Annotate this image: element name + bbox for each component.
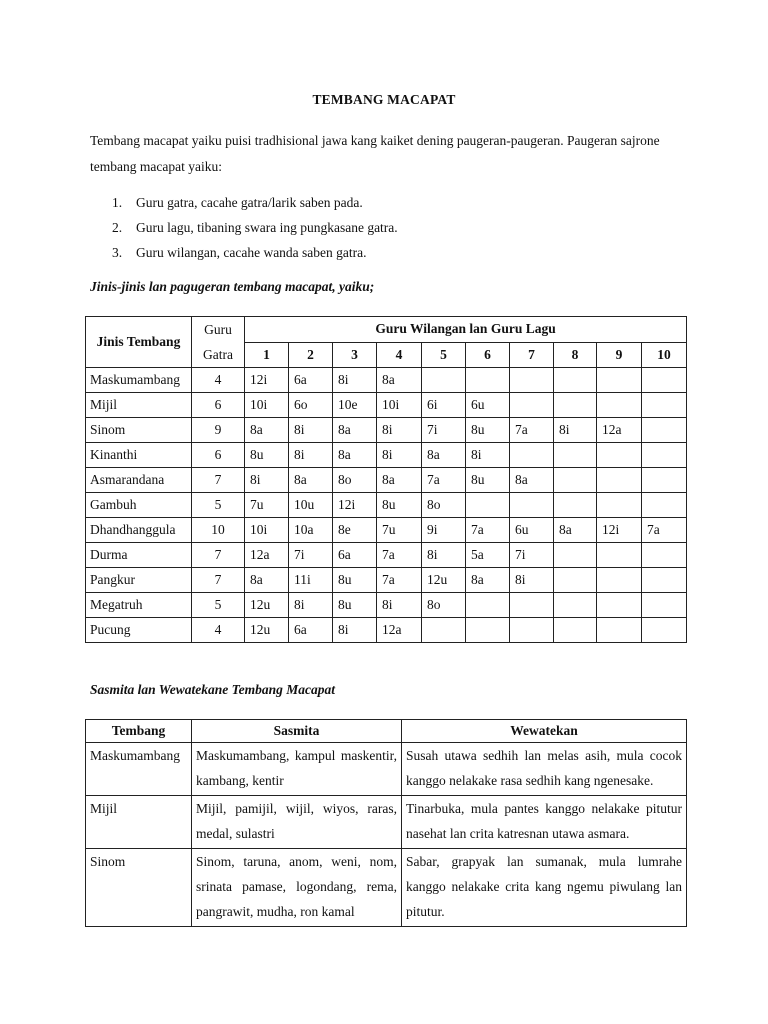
tembang-name: Mijil — [86, 393, 192, 418]
guru-lagu-cell — [422, 618, 466, 643]
guru-lagu-cell — [510, 393, 554, 418]
tembang-name: Gambuh — [86, 493, 192, 518]
guru-lagu-cell: 6a — [289, 618, 333, 643]
tembang-name: Megatruh — [86, 593, 192, 618]
header-number-8: 8 — [554, 342, 597, 368]
guru-lagu-cell: 8u — [466, 468, 510, 493]
guru-lagu-cell: 7a — [466, 518, 510, 543]
guru-gatra-value: 7 — [192, 468, 245, 493]
page-title: TEMBANG MACAPAT — [312, 92, 456, 107]
guru-lagu-cell — [554, 493, 597, 518]
header-wewatekan: Wewatekan — [402, 720, 687, 743]
guru-lagu-cell: 8a — [377, 468, 422, 493]
guru-gatra-value: 10 — [192, 518, 245, 543]
table-row — [86, 518, 687, 543]
guru-lagu-cell: 10u — [289, 493, 333, 518]
macapat-rules-table — [85, 316, 687, 643]
tembang-name: Maskumambang — [86, 368, 192, 393]
guru-lagu-cell — [554, 593, 597, 618]
tembang-name: Pucung — [86, 618, 192, 643]
guru-lagu-cell: 8i — [422, 543, 466, 568]
guru-lagu-cell — [466, 368, 510, 393]
guru-gatra-value: 7 — [192, 543, 245, 568]
guru-lagu-cell: 6u — [466, 393, 510, 418]
tembang-name: Kinanthi — [86, 443, 192, 468]
list-item-text: Guru wilangan, cacahe wanda saben gatra. — [136, 245, 367, 260]
guru-lagu-cell — [597, 493, 642, 518]
guru-gatra-value: 5 — [192, 593, 245, 618]
guru-lagu-cell: 10i — [377, 393, 422, 418]
table-row — [86, 593, 687, 618]
guru-lagu-cell: 8i — [466, 443, 510, 468]
guru-lagu-cell: 12a — [597, 418, 642, 443]
tembang-name: Sinom — [86, 849, 192, 927]
header-guru-wilangan: Guru Wilangan lan Guru Lagu — [245, 317, 687, 343]
header-guru-gatra: Guru Gatra — [192, 317, 245, 368]
guru-lagu-cell — [554, 368, 597, 393]
guru-lagu-cell: 8u — [466, 418, 510, 443]
guru-lagu-cell — [554, 618, 597, 643]
table-row — [86, 543, 687, 568]
tembang-name: Maskumambang — [86, 743, 192, 796]
guru-lagu-cell: 7u — [377, 518, 422, 543]
guru-lagu-cell — [642, 418, 687, 443]
table-row — [86, 493, 687, 518]
guru-lagu-cell — [642, 493, 687, 518]
guru-lagu-cell: 8i — [333, 368, 377, 393]
sasmita-text: Maskumambang, kampul maskentir, kambang, kentir — [192, 743, 402, 796]
guru-lagu-cell: 7i — [422, 418, 466, 443]
guru-lagu-cell: 8i — [333, 618, 377, 643]
tembang-name: Asmarandana — [86, 468, 192, 493]
guru-lagu-cell: 8o — [422, 593, 466, 618]
wewatekan-text: Sabar, grapyak lan sumanak, mula lumrahe kanggo nelakake crita kang ngemu piwulang lan pitutur. — [402, 849, 687, 927]
guru-lagu-cell: 8a — [377, 368, 422, 393]
guru-lagu-cell: 7a — [377, 568, 422, 593]
guru-lagu-cell: 10a — [289, 518, 333, 543]
guru-lagu-cell — [510, 493, 554, 518]
table-row — [86, 849, 687, 927]
header-number-10: 10 — [642, 342, 687, 368]
list-item-text: Guru lagu, tibaning swara ing pungkasane gatra. — [136, 220, 398, 235]
guru-lagu-cell: 8a — [422, 443, 466, 468]
guru-lagu-cell: 7i — [289, 543, 333, 568]
guru-lagu-cell — [422, 368, 466, 393]
guru-lagu-cell: 12i — [245, 368, 289, 393]
wewatekan-text: Susah utawa sedhih lan melas asih, mula cocok kanggo nelakake rasa sedhih kang ngenesake. — [402, 743, 687, 796]
guru-lagu-cell — [597, 568, 642, 593]
guru-lagu-cell — [510, 593, 554, 618]
guru-lagu-cell: 7i — [510, 543, 554, 568]
guru-lagu-cell — [642, 393, 687, 418]
section-heading-sasmita: Sasmita lan Wewatekane Tembang Macapat — [90, 682, 336, 697]
guru-lagu-cell — [554, 393, 597, 418]
sasmita-text: Sinom, taruna, anom, weni, nom, srinata pamase, logondang, rema, pangrawit, mudha, ron kamal — [192, 849, 402, 927]
guru-lagu-cell: 8o — [333, 468, 377, 493]
guru-lagu-cell: 12i — [597, 518, 642, 543]
header-sasmita: Sasmita — [192, 720, 402, 743]
table-row — [86, 418, 687, 443]
guru-lagu-cell — [642, 368, 687, 393]
guru-lagu-cell — [554, 568, 597, 593]
guru-lagu-cell: 8u — [377, 493, 422, 518]
guru-lagu-cell: 11i — [289, 568, 333, 593]
header-number-6: 6 — [466, 342, 510, 368]
guru-lagu-cell: 8a — [554, 518, 597, 543]
header-tembang: Tembang — [86, 720, 192, 743]
guru-gatra-value: 4 — [192, 368, 245, 393]
guru-lagu-cell: 8i — [554, 418, 597, 443]
guru-lagu-cell: 8i — [289, 443, 333, 468]
guru-lagu-cell: 8e — [333, 518, 377, 543]
guru-lagu-cell: 10i — [245, 393, 289, 418]
section-heading-jinis: Jinis-jinis lan pagugeran tembang macapat, yaiku; — [90, 279, 375, 294]
guru-lagu-cell: 8a — [245, 568, 289, 593]
tembang-name: Sinom — [86, 418, 192, 443]
table-row — [86, 468, 687, 493]
header-number-7: 7 — [510, 342, 554, 368]
guru-gatra-value: 9 — [192, 418, 245, 443]
guru-lagu-cell: 12u — [422, 568, 466, 593]
guru-gatra-value: 6 — [192, 393, 245, 418]
guru-lagu-cell: 12u — [245, 618, 289, 643]
guru-lagu-cell — [597, 468, 642, 493]
guru-lagu-cell — [597, 443, 642, 468]
intro-paragraph: Tembang macapat yaiku puisi tradhisional jawa kang kaiket dening paugeran-paugeran. Paugeran sajrone tembang macapat yaiku: — [90, 133, 660, 174]
guru-lagu-cell — [642, 468, 687, 493]
guru-lagu-cell: 8i — [377, 443, 422, 468]
guru-lagu-cell — [510, 443, 554, 468]
guru-lagu-cell: 8i — [377, 593, 422, 618]
guru-lagu-cell — [597, 543, 642, 568]
guru-lagu-cell: 5a — [466, 543, 510, 568]
rules-list — [112, 190, 398, 265]
guru-lagu-cell — [642, 443, 687, 468]
guru-lagu-cell — [554, 443, 597, 468]
guru-lagu-cell: 8u — [333, 568, 377, 593]
sasmita-table — [85, 719, 687, 927]
guru-lagu-cell — [597, 593, 642, 618]
header-number-9: 9 — [597, 342, 642, 368]
guru-lagu-cell: 6o — [289, 393, 333, 418]
tembang-name: Dhandhanggula — [86, 518, 192, 543]
list-item-number: 3. — [112, 245, 123, 260]
guru-lagu-cell: 12a — [245, 543, 289, 568]
guru-gatra-value: 4 — [192, 618, 245, 643]
guru-lagu-cell — [466, 593, 510, 618]
guru-lagu-cell — [466, 618, 510, 643]
guru-lagu-cell: 8a — [466, 568, 510, 593]
guru-lagu-cell: 7a — [510, 418, 554, 443]
table-row — [86, 368, 687, 393]
guru-lagu-cell — [642, 618, 687, 643]
wewatekan-text: Tinarbuka, mula pantes kanggo nelakake pitutur nasehat lan crita katresnan utawa asmara. — [402, 796, 687, 849]
tembang-name: Pangkur — [86, 568, 192, 593]
guru-lagu-cell: 12a — [377, 618, 422, 643]
guru-lagu-cell: 7a — [377, 543, 422, 568]
tembang-name: Mijil — [86, 796, 192, 849]
guru-lagu-cell — [554, 468, 597, 493]
guru-gatra-value: 5 — [192, 493, 245, 518]
guru-lagu-cell: 7u — [245, 493, 289, 518]
guru-lagu-cell: 6a — [289, 368, 333, 393]
list-item — [112, 240, 398, 265]
guru-lagu-cell — [597, 393, 642, 418]
guru-lagu-cell: 8o — [422, 493, 466, 518]
guru-lagu-cell: 8a — [510, 468, 554, 493]
guru-lagu-cell: 8u — [333, 593, 377, 618]
list-item-number: 1. — [112, 195, 123, 210]
guru-lagu-cell: 8i — [289, 593, 333, 618]
guru-lagu-cell: 8u — [245, 443, 289, 468]
guru-lagu-cell: 12i — [333, 493, 377, 518]
list-item — [112, 215, 398, 240]
guru-lagu-cell — [510, 368, 554, 393]
header-number-3: 3 — [333, 342, 377, 368]
guru-lagu-cell: 8i — [510, 568, 554, 593]
table-row — [86, 618, 687, 643]
guru-lagu-cell: 8i — [377, 418, 422, 443]
guru-lagu-cell — [597, 618, 642, 643]
guru-lagu-cell: 12u — [245, 593, 289, 618]
guru-lagu-cell: 9i — [422, 518, 466, 543]
guru-lagu-cell: 7a — [642, 518, 687, 543]
guru-lagu-cell: 6a — [333, 543, 377, 568]
sasmita-text: Mijil, pamijil, wijil, wiyos, raras, medal, sulastri — [192, 796, 402, 849]
guru-lagu-cell: 6i — [422, 393, 466, 418]
guru-lagu-cell: 8a — [245, 418, 289, 443]
table-row — [86, 568, 687, 593]
header-number-4: 4 — [377, 342, 422, 368]
guru-lagu-cell — [597, 368, 642, 393]
guru-gatra-value: 7 — [192, 568, 245, 593]
guru-lagu-cell: 10i — [245, 518, 289, 543]
table-row — [86, 443, 687, 468]
guru-lagu-cell: 8i — [289, 418, 333, 443]
guru-lagu-cell: 10e — [333, 393, 377, 418]
list-item-text: Guru gatra, cacahe gatra/larik saben pada. — [136, 195, 363, 210]
header-jinis-tembang: Jinis Tembang — [86, 317, 192, 368]
guru-lagu-cell — [554, 543, 597, 568]
list-item — [112, 190, 398, 215]
list-item-number: 2. — [112, 220, 123, 235]
header-number-5: 5 — [422, 342, 466, 368]
guru-lagu-cell — [642, 543, 687, 568]
header-number-2: 2 — [289, 342, 333, 368]
guru-gatra-value: 6 — [192, 443, 245, 468]
guru-lagu-cell: 8a — [333, 418, 377, 443]
guru-lagu-cell: 6u — [510, 518, 554, 543]
guru-lagu-cell: 8i — [245, 468, 289, 493]
guru-lagu-cell: 8a — [289, 468, 333, 493]
table-row — [86, 743, 687, 796]
tembang-name: Durma — [86, 543, 192, 568]
table-row — [86, 796, 687, 849]
guru-lagu-cell — [642, 568, 687, 593]
guru-lagu-cell — [642, 593, 687, 618]
header-number-1: 1 — [245, 342, 289, 368]
guru-lagu-cell: 8a — [333, 443, 377, 468]
table-row — [86, 393, 687, 418]
guru-lagu-cell — [510, 618, 554, 643]
guru-lagu-cell — [466, 493, 510, 518]
guru-lagu-cell: 7a — [422, 468, 466, 493]
